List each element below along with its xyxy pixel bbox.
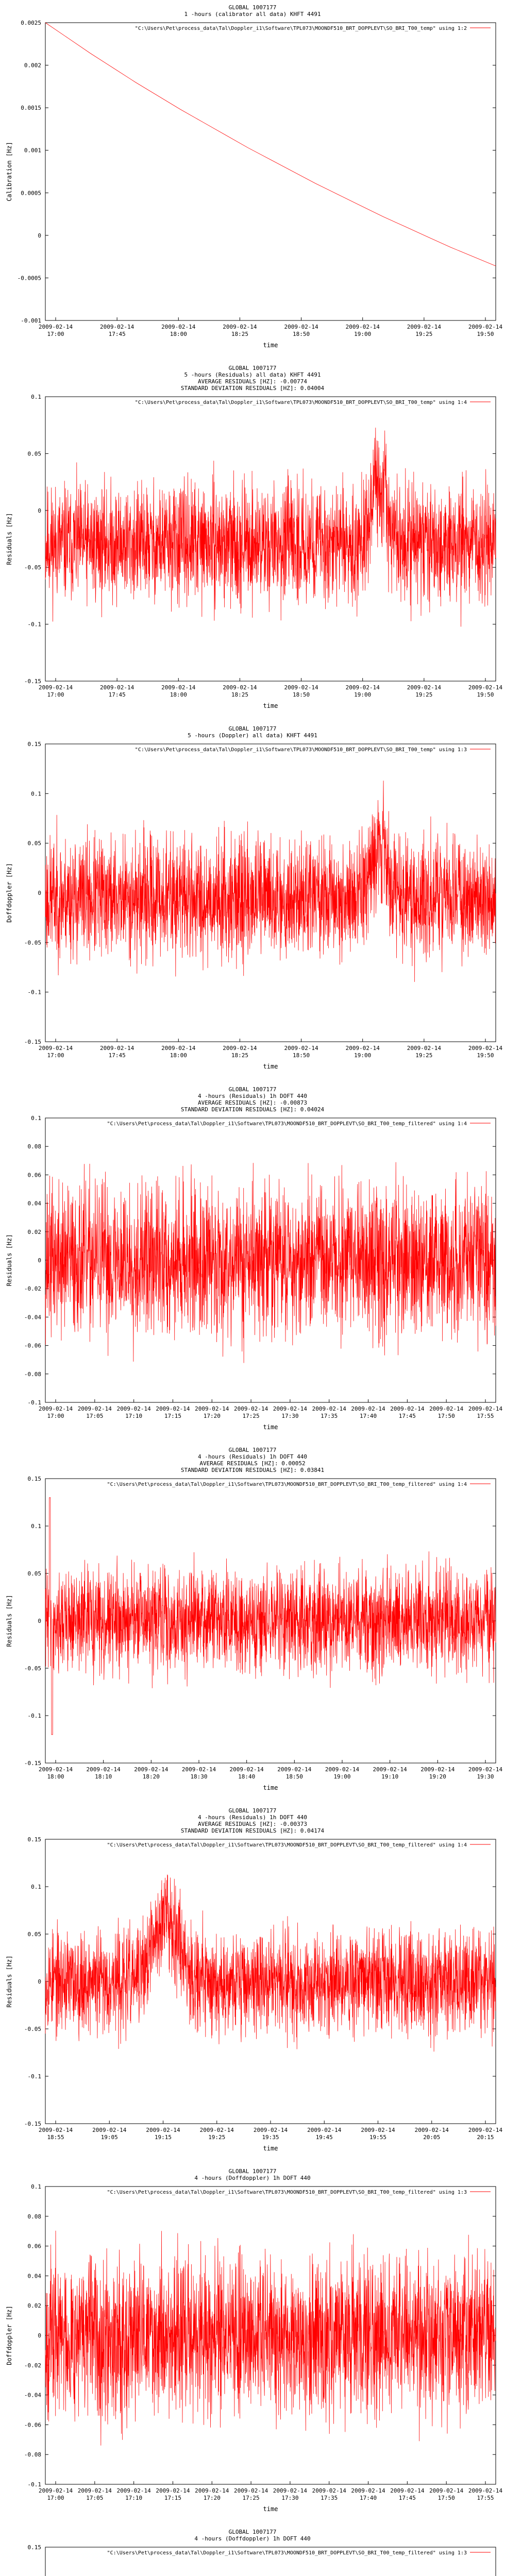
y-tick-label: 0.1 xyxy=(31,394,41,400)
chart-canvas xyxy=(0,1803,505,2164)
x-tick-label: 2009-02-14 19:25 xyxy=(199,2127,234,2141)
x-tick-label: 2009-02-14 18:25 xyxy=(223,324,257,337)
y-tick-label: 0 xyxy=(38,507,41,514)
x-tick-label: 2009-02-14 17:10 xyxy=(116,1405,151,1419)
chart-subtitle: STANDARD DEVIATION RESIDUALS [HZ]: 0.04024 xyxy=(180,1106,325,1113)
x-tick-label: 2009-02-14 17:50 xyxy=(429,2487,464,2501)
x-tick-label: 2009-02-14 19:00 xyxy=(345,1045,380,1059)
x-tick-label: 2009-02-14 17:20 xyxy=(195,2487,229,2501)
x-axis-label: time xyxy=(263,1063,278,1070)
legend-entry: "C:\Users\Pet\process_data\Tal\Doppler_i1\Software\TPL073\MOONDF510_BRT_DOPPLEVT\SO_BRI_T00_temp" using 1:2 xyxy=(134,26,467,31)
x-tick-label: 2009-02-14 17:40 xyxy=(351,2487,385,2501)
series-line xyxy=(45,781,496,982)
y-tick-label: -0.1 xyxy=(27,989,41,996)
y-tick-label: 0.05 xyxy=(27,450,41,457)
y-tick-label: 0.02 xyxy=(27,2302,41,2310)
x-tick-label: 2009-02-14 18:00 xyxy=(161,324,196,337)
x-tick-label: 2009-02-14 19:25 xyxy=(407,684,441,698)
y-tick-label: -0.04 xyxy=(24,1314,41,1321)
y-axis-label: Calibration [Hz] xyxy=(6,142,13,201)
x-tick-label: 2009-02-14 17:00 xyxy=(38,1405,73,1419)
y-tick-label: 0 xyxy=(38,1257,41,1264)
chart-panel xyxy=(0,1082,505,1443)
chart-subtitle: 5 -hours (Doppler) all data) KHFT 4491 xyxy=(188,732,317,739)
chart-title: GLOBAL 1007177 xyxy=(228,2529,277,2535)
y-axis-label: Residuals [Hz] xyxy=(6,513,13,565)
x-tick-label: 2009-02-14 17:15 xyxy=(156,1405,190,1419)
y-tick-label: -0.15 xyxy=(24,678,41,685)
x-tick-label: 2009-02-14 19:25 xyxy=(407,1045,441,1059)
chart-subtitle: 4 -hours (Doffdoppler) 1h DOFT 440 xyxy=(194,2175,311,2181)
x-tick-label: 2009-02-14 20:05 xyxy=(414,2127,449,2141)
y-tick-label: -0.05 xyxy=(24,1665,41,1672)
y-tick-label: 0.15 xyxy=(27,1476,41,1482)
x-tick-label: 2009-02-14 19:50 xyxy=(468,684,503,698)
y-tick-label: 0 xyxy=(38,2332,41,2339)
y-tick-label: 0.04 xyxy=(27,2273,41,2280)
x-axis-label: time xyxy=(263,1423,278,1431)
y-axis-label: Doffdoppler [Hz] xyxy=(6,2306,13,2365)
y-tick-label: 0.002 xyxy=(24,62,41,69)
y-tick-label: -0.05 xyxy=(24,564,41,571)
chart-title: GLOBAL 1007177 xyxy=(228,725,277,732)
x-tick-label: 2009-02-14 17:35 xyxy=(312,2487,346,2501)
y-tick-label: -0.06 xyxy=(24,1342,41,1349)
y-tick-label: -0.1 xyxy=(27,1713,41,1719)
x-axis-label: time xyxy=(263,702,278,709)
y-axis-label: Residuals [Hz] xyxy=(6,1234,13,1286)
y-tick-label: 0.15 xyxy=(27,2544,41,2551)
chart-title: GLOBAL 1007177 xyxy=(228,2168,277,2175)
x-axis-label: time xyxy=(263,342,278,349)
legend-entry: "C:\Users\Pet\process_data\Tal\Doppler_i1\Software\TPL073\MOONDF510_BRT_DOPPLEVT\SO_BRI_T00_temp_filtered" using 1:4 xyxy=(107,1121,467,1127)
x-tick-label: 2009-02-14 18:00 xyxy=(161,1045,196,1059)
chart-subtitle: STANDARD DEVIATION RESIDUALS [HZ]: 0.03841 xyxy=(180,1467,325,1473)
x-tick-label: 2009-02-14 17:45 xyxy=(100,684,134,698)
legend-entry: "C:\Users\Pet\process_data\Tal\Doppler_i1\Software\TPL073\MOONDF510_BRT_DOPPLEVT\SO_BRI_T00_temp_filtered" using 1:3 xyxy=(107,2190,467,2195)
x-tick-label: 2009-02-14 17:20 xyxy=(195,1405,229,1419)
chart-panel xyxy=(0,721,505,1082)
chart-subtitle: 4 -hours (Residuals) 1h DOFT 440 xyxy=(198,1814,307,1821)
y-tick-label: 0.0015 xyxy=(21,105,41,112)
y-tick-label: 0.15 xyxy=(27,741,41,748)
x-tick-label: 2009-02-14 17:15 xyxy=(156,2487,190,2501)
y-tick-label: 0.06 xyxy=(27,1172,41,1179)
x-axis-label: time xyxy=(263,2505,278,2513)
y-tick-label: -0.08 xyxy=(24,2451,41,2459)
x-tick-label: 2009-02-14 17:30 xyxy=(273,2487,308,2501)
y-tick-label: -0.02 xyxy=(24,2362,41,2369)
x-tick-label: 2009-02-14 17:00 xyxy=(38,1045,73,1059)
y-tick-label: 0.0025 xyxy=(21,20,41,26)
chart-subtitle: STANDARD DEVIATION RESIDUALS [HZ]: 0.04004 xyxy=(180,385,325,392)
chart-title: GLOBAL 1007177 xyxy=(228,1086,277,1093)
y-tick-label: -0.15 xyxy=(24,2121,41,2127)
series-line xyxy=(45,428,496,626)
y-tick-label: -0.05 xyxy=(24,2026,41,2032)
legend-entry: "C:\Users\Pet\process_data\Tal\Doppler_i1\Software\TPL073\MOONDF510_BRT_DOPPLEVT\SO_BRI_T00_temp" using 1:3 xyxy=(134,747,467,753)
y-tick-label: 0 xyxy=(38,232,41,239)
y-tick-label: -0.1 xyxy=(27,2481,41,2488)
x-tick-label: 2009-02-14 17:55 xyxy=(468,1405,503,1419)
x-tick-label: 2009-02-14 19:00 xyxy=(345,324,380,337)
x-axis-label: time xyxy=(263,1784,278,1791)
x-tick-label: 2009-02-14 17:45 xyxy=(100,1045,134,1059)
x-tick-label: 2009-02-14 18:55 xyxy=(38,2127,73,2141)
x-tick-label: 2009-02-14 17:55 xyxy=(468,2487,503,2501)
x-tick-label: 2009-02-14 17:45 xyxy=(390,1405,425,1419)
x-tick-label: 2009-02-14 18:00 xyxy=(161,684,196,698)
y-tick-label: -0.06 xyxy=(24,2421,41,2429)
x-tick-label: 2009-02-14 18:50 xyxy=(284,684,318,698)
chart-title: GLOBAL 1007177 xyxy=(228,365,277,371)
x-tick-label: 2009-02-14 17:00 xyxy=(38,2487,73,2501)
series-line xyxy=(45,2231,496,2446)
series-line xyxy=(45,23,496,266)
x-tick-label: 2009-02-14 20:15 xyxy=(468,2127,503,2141)
chart-subtitle: 4 -hours (Residuals) 1h DOFT 440 xyxy=(198,1453,307,1460)
chart-subtitle: 4 -hours (Residuals) 1h DOFT 440 xyxy=(198,1093,307,1099)
chart-canvas xyxy=(0,1443,505,1803)
y-tick-label: -0.0005 xyxy=(17,275,41,282)
chart-subtitle: STANDARD DEVIATION RESIDUALS [HZ]: 0.04174 xyxy=(180,1827,325,1834)
x-tick-label: 2009-02-14 19:10 xyxy=(373,1766,407,1780)
y-tick-label: 0.15 xyxy=(27,1836,41,1843)
y-tick-label: 0.05 xyxy=(27,1931,41,1938)
x-tick-label: 2009-02-14 19:50 xyxy=(468,1045,503,1059)
y-tick-label: 0.001 xyxy=(24,147,41,154)
chart-panel xyxy=(0,1443,505,1803)
y-tick-label: 0.05 xyxy=(27,840,41,847)
y-tick-label: 0.1 xyxy=(31,1884,41,1890)
x-tick-label: 2009-02-14 18:20 xyxy=(134,1766,169,1780)
x-tick-label: 2009-02-14 17:05 xyxy=(77,1405,112,1419)
y-tick-label: 0 xyxy=(38,1978,41,1985)
chart-canvas xyxy=(0,1082,505,1443)
y-tick-label: 0.06 xyxy=(27,2243,41,2250)
y-tick-label: 0.08 xyxy=(27,1143,41,1150)
chart-subtitle: AVERAGE RESIDUALS [HZ]: -0.00774 xyxy=(198,378,307,385)
x-tick-label: 2009-02-14 17:35 xyxy=(312,1405,346,1419)
chart-panel xyxy=(0,361,505,721)
chart-subtitle: 4 -hours (Doffdoppler) 1h DOFT 440 xyxy=(194,2535,311,2542)
y-tick-label: 0 xyxy=(38,890,41,896)
y-axis-label: Doffdoppler [Hz] xyxy=(6,863,13,923)
x-tick-label: 2009-02-14 17:25 xyxy=(233,1405,268,1419)
chart-panel xyxy=(0,0,505,361)
x-tick-label: 2009-02-14 17:45 xyxy=(390,2487,425,2501)
chart-canvas xyxy=(0,721,505,1082)
y-tick-label: 0.1 xyxy=(31,790,41,798)
x-tick-label: 2009-02-14 19:45 xyxy=(307,2127,342,2141)
chart-subtitle: AVERAGE RESIDUALS [HZ]: 0.00052 xyxy=(199,1460,306,1467)
legend-entry: "C:\Users\Pet\process_data\Tal\Doppler_i1\Software\TPL073\MOONDF510_BRT_DOPPLEVT\SO_BRI_T00_temp_filtered" using 1:3 xyxy=(107,2550,467,2556)
x-tick-label: 2009-02-14 18:50 xyxy=(284,324,318,337)
x-tick-label: 2009-02-14 17:50 xyxy=(429,1405,464,1419)
x-tick-label: 2009-02-14 18:10 xyxy=(86,1766,121,1780)
x-tick-label: 2009-02-14 19:00 xyxy=(345,684,380,698)
x-tick-label: 2009-02-14 18:50 xyxy=(284,1045,318,1059)
y-tick-label: 0 xyxy=(38,1618,41,1624)
y-tick-label: -0.001 xyxy=(21,317,41,324)
y-tick-label: 0.1 xyxy=(31,2183,41,2190)
y-tick-label: 0.04 xyxy=(27,1200,41,1207)
x-tick-label: 2009-02-14 19:05 xyxy=(92,2127,127,2141)
x-tick-label: 2009-02-14 17:25 xyxy=(233,2487,268,2501)
y-axis-label: Residuals [Hz] xyxy=(6,1955,13,2008)
y-tick-label: 0.0005 xyxy=(21,190,41,197)
x-tick-label: 2009-02-14 17:45 xyxy=(100,324,134,337)
y-tick-label: 0.05 xyxy=(27,1570,41,1577)
y-tick-label: -0.15 xyxy=(24,1760,41,1767)
x-tick-label: 2009-02-14 17:05 xyxy=(77,2487,112,2501)
x-tick-label: 2009-02-14 19:35 xyxy=(253,2127,288,2141)
x-tick-label: 2009-02-14 18:40 xyxy=(229,1766,264,1780)
chart-title: GLOBAL 1007177 xyxy=(228,4,277,11)
x-tick-label: 2009-02-14 19:30 xyxy=(468,1766,503,1780)
x-tick-label: 2009-02-14 18:25 xyxy=(223,684,257,698)
y-tick-label: -0.1 xyxy=(27,1399,41,1406)
series-line xyxy=(45,1875,496,2052)
y-tick-label: -0.08 xyxy=(24,1370,41,1378)
y-tick-label: -0.1 xyxy=(27,2073,41,2080)
y-tick-label: -0.1 xyxy=(27,621,41,628)
y-tick-label: 0.08 xyxy=(27,2213,41,2220)
chart-canvas xyxy=(0,2164,505,2524)
x-tick-label: 2009-02-14 19:00 xyxy=(325,1766,360,1780)
chart-panel xyxy=(0,2164,505,2524)
x-tick-label: 2009-02-14 17:00 xyxy=(38,324,73,337)
x-tick-label: 2009-02-14 19:20 xyxy=(420,1766,455,1780)
chart-subtitle: AVERAGE RESIDUALS [HZ]: -0.00373 xyxy=(198,1821,307,1827)
y-tick-label: -0.02 xyxy=(24,1285,41,1293)
x-tick-label: 2009-02-14 18:30 xyxy=(181,1766,216,1780)
y-tick-label: -0.04 xyxy=(24,2392,41,2399)
y-tick-label: -0.05 xyxy=(24,939,41,946)
chart-canvas xyxy=(0,2524,505,2576)
x-tick-label: 2009-02-14 17:40 xyxy=(351,1405,385,1419)
x-tick-label: 2009-02-14 18:25 xyxy=(223,1045,257,1059)
x-axis-label: time xyxy=(263,2145,278,2152)
chart-subtitle: 5 -hours (Residuals) all data) KHFT 4491 xyxy=(184,371,321,378)
chart-subtitle: 1 -hours (calibrator all data) KHFT 4491 xyxy=(184,11,321,18)
legend-entry: "C:\Users\Pet\process_data\Tal\Doppler_i1\Software\TPL073\MOONDF510_BRT_DOPPLEVT\SO_BRI_T00_temp" using 1:4 xyxy=(134,400,467,405)
y-tick-label: 0.02 xyxy=(27,1228,41,1235)
y-tick-label: 0.1 xyxy=(31,1115,41,1122)
x-tick-label: 2009-02-14 17:00 xyxy=(38,684,73,698)
chart-subtitle: AVERAGE RESIDUALS [HZ]: -0.00873 xyxy=(198,1099,307,1106)
x-tick-label: 2009-02-14 18:50 xyxy=(277,1766,312,1780)
series-line xyxy=(45,1162,496,1363)
legend-entry: "C:\Users\Pet\process_data\Tal\Doppler_i1\Software\TPL073\MOONDF510_BRT_DOPPLEVT\SO_BRI_T00_temp_filtered" using 1:4 xyxy=(107,1842,467,1848)
x-tick-label: 2009-02-14 19:55 xyxy=(361,2127,395,2141)
plot-frame xyxy=(45,23,496,320)
x-tick-label: 2009-02-14 19:25 xyxy=(407,324,441,337)
x-tick-label: 2009-02-14 17:10 xyxy=(116,2487,151,2501)
chart-title: GLOBAL 1007177 xyxy=(228,1807,277,1814)
x-tick-label: 2009-02-14 17:30 xyxy=(273,1405,308,1419)
chart-panel xyxy=(0,1803,505,2164)
x-tick-label: 2009-02-14 19:50 xyxy=(468,324,503,337)
y-axis-label: Residuals [Hz] xyxy=(6,1595,13,1647)
chart-title: GLOBAL 1007177 xyxy=(228,1447,277,1453)
x-tick-label: 2009-02-14 19:15 xyxy=(146,2127,180,2141)
x-tick-label: 2009-02-14 18:00 xyxy=(38,1766,73,1780)
chart-canvas xyxy=(0,0,505,361)
chart-panel xyxy=(0,2524,505,2576)
chart-canvas xyxy=(0,361,505,721)
series-line xyxy=(45,1498,496,1735)
y-tick-label: 0.1 xyxy=(31,1523,41,1530)
y-tick-label: -0.15 xyxy=(24,1039,41,1045)
legend-entry: "C:\Users\Pet\process_data\Tal\Doppler_i1\Software\TPL073\MOONDF510_BRT_DOPPLEVT\SO_BRI_T00_temp_filtered" using 1:4 xyxy=(107,1482,467,1487)
